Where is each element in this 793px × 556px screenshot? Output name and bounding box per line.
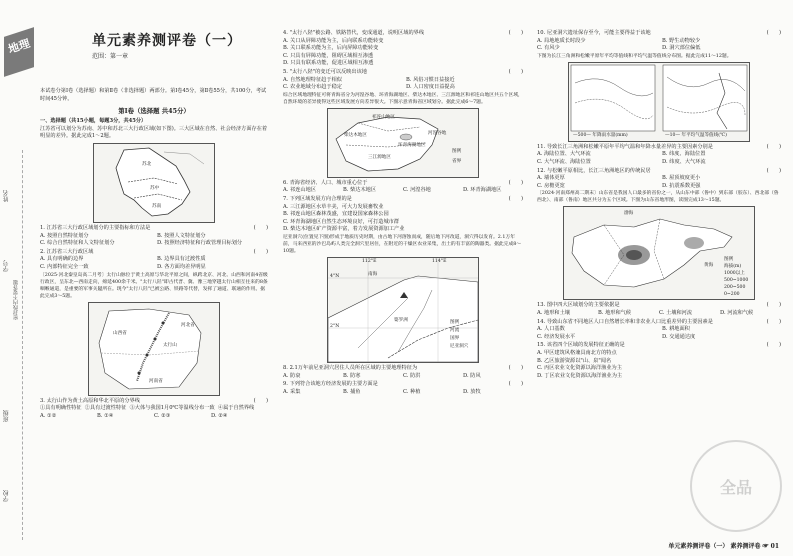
taihang-map	[88, 302, 220, 396]
question-7: 7. 下列区域发展方向合理的是 ( )	[283, 195, 523, 202]
map3-legend-title: 图例	[452, 148, 462, 154]
q5-options	[283, 77, 523, 92]
column-3	[537, 30, 781, 380]
jiangsu-map	[93, 143, 215, 223]
map3-sanjiangyuan: 三江源地区	[368, 154, 391, 160]
q12-option-a[interactable]: A. 墙体更厚	[537, 175, 565, 182]
q12-options	[537, 175, 781, 190]
q13-option-b[interactable]: B. 地形和气候	[598, 309, 632, 316]
map5-legend-rain: —500— 年降雨水量(mm)	[573, 132, 628, 138]
q12-option-d[interactable]: D. 抗震系数更强	[662, 182, 701, 189]
map6-bohai: 渤海	[624, 211, 634, 217]
q2-options	[40, 256, 268, 271]
q7-option-b[interactable]: B. 祁连山地区森林茂盛，宜建设国家森林公园	[283, 211, 389, 218]
q10-option-b[interactable]: B. 野生动物较少	[662, 37, 701, 44]
q10-option-d[interactable]: D. 洞穴部位偏低	[662, 45, 701, 52]
side-class: 班级	[3, 410, 10, 422]
q9-options	[283, 389, 523, 397]
map6-huanghai: 黄海	[704, 263, 714, 269]
question-4: 4. "太行八陉"被公路、铁路替代，变成通道，说明区域的界线 ( )	[283, 30, 523, 36]
q3-items: ①具有明确性特征 ②具有过渡性特征 ③大体与我国1月0℃等温线分布一致 ④属于自然界线	[40, 405, 255, 412]
q11-option-a[interactable]: A. 海陆位置、大气环流	[537, 151, 591, 158]
q3-option-c[interactable]: C. ②③	[154, 412, 171, 419]
q8-option-d[interactable]: D. 防风	[463, 372, 481, 379]
map6-legend-4: 200~500	[724, 285, 746, 291]
map1-south: 苏南	[152, 203, 162, 209]
question-9: 9. 下列符合该地方经济发展的主要方面是 ( )	[283, 381, 523, 388]
q13-option-a[interactable]: A. 地形和土壤	[537, 309, 570, 316]
scope-label: 范围：第一章	[92, 53, 129, 60]
map6-legend-5: 0~200	[724, 292, 740, 298]
q13-option-d[interactable]: D. 河流和气候	[720, 309, 754, 316]
map2-shanxi: 山西省	[113, 330, 127, 336]
column-1	[40, 88, 268, 420]
q14-option-d[interactable]: D. 交通通达度	[662, 333, 696, 340]
q5-option-a[interactable]: A. 自然地理特征趋于相似	[283, 76, 342, 83]
q15-option-c[interactable]: C. 丙区农业文化资源以海洋渔业为主	[537, 365, 622, 372]
side-name: 姓名	[3, 190, 10, 202]
q5-option-b[interactable]: B. 风俗习惯日益接近	[406, 76, 455, 83]
column-2	[283, 30, 523, 396]
map4-region: 婆罗洲	[394, 317, 408, 323]
q7-option-c[interactable]: C. 环青海湖地区自然生态环境良好，可打造城市群	[283, 218, 400, 225]
q6-option-b[interactable]: B. 柴达木地区	[343, 187, 377, 194]
q6-option-d[interactable]: D. 环青海湖地区	[463, 187, 502, 194]
q4-option-d[interactable]: D. 只具有联系功能，促进区域相互渗透	[283, 60, 374, 67]
passage-1: 江苏省可以划分为苏南、苏中和苏北三大行政区域(如下图)。三大区域在自然、社会经济方面存在着明显的差异。据此完成1～2题。	[40, 125, 268, 140]
q8-option-a[interactable]: A. 防衰	[283, 372, 301, 379]
map4-lat-2n: 2°N	[330, 323, 340, 329]
q12-option-b[interactable]: B. 屋顶坡度更小	[662, 175, 701, 182]
map2-henan: 河南省	[149, 378, 163, 384]
jiangsu-map-svg	[94, 144, 214, 222]
seal-line-sidebar	[0, 150, 30, 540]
q4-option-c[interactable]: C. 只具有屏障功能，阻碍区域相互渗透	[283, 52, 374, 59]
niah-cave-map	[327, 257, 479, 363]
q2-option-a[interactable]: A. 具有明确的边界	[40, 256, 84, 263]
question-14: 14. 导致山东省不同地区人口自然增长率和非农业人口比重差异的主要因素是 ( )	[537, 318, 781, 325]
q7-option-d[interactable]: D. 柴达木地区矿产资源丰富，着力发展资源加工产业	[283, 226, 405, 233]
map3-legend-item: 省界	[452, 158, 462, 164]
side-number: 学号	[3, 260, 10, 272]
page-footer: 单元素养测评卷（一） 素养测评卷 ☞ 01	[668, 543, 779, 550]
question-2: 2. 江苏省三大行政区域 ( )	[40, 248, 268, 255]
q3-option-a[interactable]: A. ①②	[40, 412, 57, 419]
question-12: 12. 与松嫩平原相比，长江三角洲地区的传统民居 ( )	[537, 167, 781, 174]
map6-legend-1: 海拔(m)	[724, 264, 742, 270]
q8-option-b[interactable]: B. 防寒	[343, 372, 361, 379]
q14-options	[537, 326, 781, 341]
passage-6: 〔2024·河南郑州高二期末〕山东省是我国人口最多的省份之一，从山东中部（鲁中）到东部（胶东）、西北部（鲁西北）、南部（鲁南）地区共分为五个区域。下图为山东省地形图，读图完成13～15题。	[537, 191, 779, 204]
question-5: 5. "太行八陉"的变迁可以反映出该地 ( )	[283, 68, 523, 75]
q11-option-d[interactable]: D. 纬度、大气环流	[662, 158, 706, 165]
question-6: 6. 青海省经济、人口、城市重心位于 ( )	[283, 179, 523, 186]
map3-huangshui: 河湟谷地	[428, 130, 447, 136]
q10-option-a[interactable]: A. 局地地质长时段少	[537, 37, 586, 44]
map2-hebei: 河北省	[181, 322, 195, 328]
map2-taihang: 太行山	[163, 342, 177, 348]
map6-legend-0: 图例	[724, 257, 734, 263]
brand-stamp: 全品	[690, 440, 782, 532]
intro: 本试卷分第Ⅰ卷（选择题）和第Ⅱ卷（非选择题）两部分。第Ⅰ卷45分，第Ⅱ卷55分，共100分，考试时间45分钟。	[40, 88, 267, 102]
q1-option-d[interactable]: D. 按照经济特征和行政管理目标划分	[157, 240, 243, 247]
map4-lon-112: 112°E	[362, 258, 377, 264]
side-school: 学校	[3, 490, 10, 502]
climate-map-svg	[569, 63, 749, 141]
q10-option-c[interactable]: C. 有风少	[537, 45, 560, 52]
map3-qilian: 祁连山地区	[372, 114, 395, 120]
question-15: 15. 该省四个区域的发展特征正确的是 ( )	[537, 342, 781, 349]
q1-options	[40, 233, 268, 248]
q15-option-b[interactable]: B. 乙区旅游资源以"山、泉"闻名	[537, 357, 612, 364]
q8-option-c[interactable]: C. 防洪	[403, 372, 421, 379]
map4-legend-2: 国界	[450, 335, 460, 341]
map6-legend-2: 1000以上	[724, 271, 745, 277]
map4-lon-114: 114°E	[432, 258, 447, 264]
qinghai-map	[327, 108, 479, 178]
seal-line	[22, 150, 23, 540]
climate-map	[568, 62, 750, 142]
q1-option-b[interactable]: B. 按照人文特征划分	[157, 232, 206, 239]
question-3: 3. 太行山作为黄土高原和华北平原的分界线 ( )	[40, 397, 268, 404]
q11-options	[537, 151, 781, 166]
q2-option-b[interactable]: B. 边界具有过渡性质	[157, 256, 206, 263]
section1-heading: 一、选择题（共15小题，每题3分，共45分）	[40, 118, 147, 125]
map4-legend-3: 尼亚洞穴	[450, 343, 469, 349]
q9-option-d[interactable]: D. 放牧	[463, 388, 481, 395]
q14-option-c[interactable]: C. 经济发展水平	[537, 333, 576, 340]
map4-legend-1: 河流	[450, 327, 460, 333]
q14-option-b[interactable]: B. 耕地面积	[662, 326, 690, 333]
q10-options	[537, 38, 781, 53]
q11-option-c[interactable]: C. 大气环流、海陆位置	[537, 158, 591, 165]
q4-option-b[interactable]: B. 关口联系功能为主，后向屏障功能转变	[283, 45, 379, 52]
q5-option-c[interactable]: C. 农业地域分布趋于稳定	[283, 84, 342, 91]
map3-qinghai-lake: 环青海湖地区	[398, 142, 426, 148]
map4-sea: 南海	[368, 271, 378, 277]
map1-mid: 苏中	[150, 185, 160, 191]
map1-north: 苏北	[142, 161, 152, 167]
map3-qaidam: 柴达木地区	[344, 132, 367, 138]
q6-option-c[interactable]: C. 河湟谷地	[403, 187, 431, 194]
passage-2: 〔2025·河北秦皇岛高二月考〕太行山脉位于黄土高原与华北平原之间，纵跨北京、河北、山西和河南4省级行政区，呈东北—西南走向，绵延400余千米。"太行八陉"即古代晋、冀、豫三地穿越太行山相互往来的8条咽喉通道，是重要的军事关隘所在。现今"太行八陉"已被公路、铁路等代替，发挥了通道、联通的作用。据此完成3～5题。	[40, 272, 268, 299]
passage-4: 尼亚洞穴(位置见下图)形成于地质历史时期，由古地下河溶蚀而成，随后地下河改道，洞穴得以发育。2.1万年前，马来西亚的沙巴岛屿人类完全洞穴里居住，在附近的干燥区农业采集，出土的有丰富的陶器类。据此完成8～10题。	[283, 234, 522, 254]
q9-option-c[interactable]: C. 种植	[403, 388, 421, 395]
q9-option-b[interactable]: B. 捕鱼	[343, 388, 361, 395]
q3-option-b[interactable]: B. ①④	[97, 412, 114, 419]
q12-option-c[interactable]: C. 房檐更宽	[537, 182, 565, 189]
map5-legend-temp: —10— 年平均气温等值线(℃)	[665, 132, 727, 138]
map4-lat-4n: 4°N	[330, 273, 340, 279]
q6-option-a[interactable]: A. 祁连山地区	[283, 187, 316, 194]
question-11: 11. 导致长江三角洲和松嫩平原年平均气温和年降水量差异的主要因素分别是 ( )	[537, 143, 781, 150]
passage-3: 综合区域地理特征可将青海省分为河湟谷地、环青海湖地区、柴达木地区、三江源地区和祁连山地区共五个区域，自然环境的差异使得这些区域发展方向差异很大。下图示意青海省区域划分。据此完成6～7题。	[283, 92, 523, 105]
q11-option-b[interactable]: B. 纬度、海陆位置	[662, 151, 706, 158]
map4-legend-0: 图例	[450, 319, 460, 325]
q13-option-c[interactable]: C. 土壤和河流	[659, 309, 693, 316]
question-8: 8. 2.1万年前尼亚洞穴居住人员所在区域的主要地理特征为 ( )	[283, 364, 523, 371]
q4-option-a[interactable]: A. 关口从屏障功能为主，后向联系功能转变	[283, 37, 384, 44]
q2-option-d[interactable]: D. 各方面均差异明显	[157, 263, 206, 270]
q1-option-a[interactable]: A. 按照自然特征划分	[40, 232, 89, 239]
passage-5: 下图为长江三角洲和松嫩平原年平均等值线和平均气温等值线分布图。据此完成11～12题。	[537, 53, 732, 59]
q13-options	[537, 310, 781, 318]
q9-option-a[interactable]: A. 采集	[283, 388, 301, 395]
subject-label: 地理	[6, 36, 32, 57]
q3-options	[40, 413, 268, 421]
q2-option-c[interactable]: C. 内部特征完全一致	[40, 263, 89, 270]
q15-option-d[interactable]: D. 丁区农业文化资源以海洋渔业为主	[537, 372, 623, 379]
question-1: 1. 江苏省三大行政区域划分的主要指标和方法是 ( )	[40, 224, 268, 231]
part1-heading: 第Ⅰ卷（选择题 共45分）	[118, 107, 190, 116]
q3-option-d[interactable]: D. ②④	[211, 412, 228, 419]
side-warning: 密封线内不要答题	[13, 280, 19, 320]
q15-option-a[interactable]: A. 甲区建筑风格兼具南北方的特点	[537, 349, 617, 356]
q8-options	[283, 373, 523, 381]
q7-option-a[interactable]: A. 三江源地区水草丰美，可大力发展畜牧业	[283, 203, 384, 210]
q6-options	[283, 187, 523, 195]
map6-legend-3: 500~1000	[724, 278, 749, 284]
question-10: 10. 尼亚洞穴遗址保存至今，可能主要得益于该地 ( )	[537, 30, 781, 36]
question-13: 13. 图中四大区域划分的主要依据是 ( )	[537, 302, 781, 309]
q1-option-c[interactable]: C. 综合自然特征和人文特征划分	[40, 240, 115, 247]
page-title: 单元素养测评卷（一）	[92, 33, 242, 49]
q14-option-a[interactable]: A. 人口基数	[537, 326, 565, 333]
shandong-map	[563, 206, 755, 300]
q5-option-d[interactable]: D. 人口密度日益提高	[406, 84, 455, 91]
